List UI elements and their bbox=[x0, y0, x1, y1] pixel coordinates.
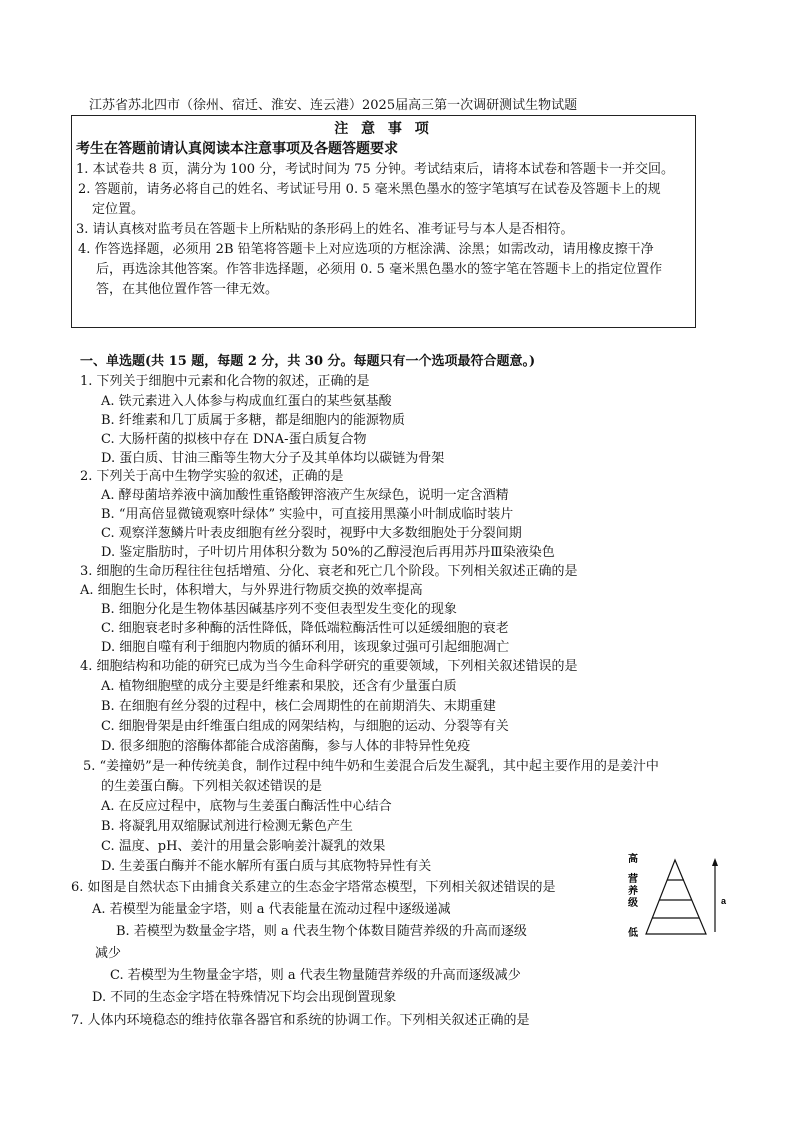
label-high: 高 bbox=[628, 854, 638, 865]
question: 7. 人体内环境稳态的维持依靠各器官和系统的协调工作。下列相关叙述正确的是 bbox=[71, 1013, 530, 1028]
option: A. 细胞生长时，体积增大，与外界进行物质交换的效率提高 bbox=[80, 583, 423, 598]
question: 1. 下列关于细胞中元素和化合物的叙述，正确的是 bbox=[80, 374, 370, 389]
question: 3. 细胞的生命历程往往包括增殖、分化、衰老和死亡几个阶段。下列相关叙述正确的是 bbox=[80, 564, 578, 579]
section-heading: 一、单选题(共 15 题，每题 2 分，共 30 分。每题只有一个选项最符合题意。) bbox=[80, 354, 536, 369]
notice-subheading: 考生在答题前请认真阅读本注意事项及各题答题要求 bbox=[76, 141, 398, 157]
option: A. 铁元素进入人体参与构成血红蛋白的某些氨基酸 bbox=[101, 394, 392, 409]
notice-box bbox=[71, 115, 696, 328]
option: A. 在反应过程中，底物与生姜蛋白酶活性中心结合 bbox=[101, 799, 392, 814]
notice-item: 答，在其他位置作答一律无效。 bbox=[96, 282, 279, 297]
label-low: 低 bbox=[628, 928, 638, 938]
label-ji: 级 bbox=[628, 898, 638, 909]
notice-item: 3. 请认真核对监考员在答题卡上所粘贴的条形码上的姓名、准考证号与本人是否相符。 bbox=[76, 222, 574, 237]
option: C. 大肠杆菌的拟核中存在 DNA-蛋白质复合物 bbox=[101, 432, 367, 447]
option: C. 细胞骨架是由纤维蛋白组成的网架结构，与细胞的运动、分裂等有关 bbox=[101, 719, 509, 734]
option: D. 蛋白质、甘油三酯等生物大分子及其单体均以碳链为骨架 bbox=[101, 451, 445, 466]
arrow-up-icon bbox=[712, 858, 718, 866]
question: 的生姜蛋白酶。下列相关叙述错误的是 bbox=[101, 779, 323, 794]
option: C. 观察洋葱鳞片叶表皮细胞有丝分裂时，视野中大多数细胞处于分裂间期 bbox=[101, 526, 522, 541]
ecological-pyramid-figure bbox=[628, 848, 728, 938]
notice-heading: 注 意 事 项 bbox=[334, 121, 433, 137]
option: D. 细胞自噬有利于细胞内物质的循环利用，该现象过强可引起细胞凋亡 bbox=[101, 640, 510, 655]
option: A. 若模型为能量金字塔，则 a 代表能量在流动过程中逐级递减 bbox=[92, 902, 451, 917]
option: B. 纤维素和几丁质属于多糖，都是细胞内的能源物质 bbox=[101, 413, 405, 428]
option: A. 植物细胞壁的成分主要是纤维素和果胶，还含有少量蛋白质 bbox=[101, 679, 457, 694]
notice-item: 后，再选涂其他答案。作答非选择题，必须用 0. 5 毫米黑色墨水的签字笔在答题卡上的指定位置作 bbox=[96, 262, 663, 277]
notice-item: 1. 本试卷共 8 页，满分为 100 分，考试时间为 75 分钟。考试结束后，请将本试卷和答题卡一并交回。 bbox=[76, 162, 674, 177]
option: A. 酵母菌培养液中滴加酸性重铬酸钾溶液产生灰绿色，说明一定含酒精 bbox=[101, 488, 509, 503]
question: 4. 细胞结构和功能的研究已成为当今生命科学研究的重要领域，下列相关叙述错误的是 bbox=[80, 659, 578, 674]
option: B. 在细胞有丝分裂的过程中，核仁会周期性的在前期消失、末期重建 bbox=[101, 699, 496, 714]
option: C. 若模型为生物量金字塔，则 a 代表生物量随营养级的升高而逐级减少 bbox=[110, 968, 521, 983]
notice-item: 定位置。 bbox=[92, 202, 145, 217]
option: C. 细胞衰老时多种酶的活性降低，降低端粒酶活性可以延缓细胞的衰老 bbox=[101, 621, 509, 636]
notice-item: 2. 答题前，请务必将自己的姓名、考试证号用 0. 5 毫米黑色墨水的签字笔填写在试卷及答题卡上的规 bbox=[78, 182, 661, 197]
option: D. 不同的生态金字塔在特殊情况下均会出现倒置现象 bbox=[92, 990, 397, 1005]
label-yang: 养 bbox=[628, 886, 638, 897]
option: B. 将凝乳用双缩脲试剂进行检测无紫色产生 bbox=[101, 819, 353, 834]
question: 5. “姜撞奶”是一种传统美食，制作过程中纯牛奶和生姜混合后发生凝乳，其中起主要作用的是姜汁中 bbox=[83, 759, 659, 774]
question: 6. 如图是自然状态下由捕食关系建立的生态金字塔常态模型，下列相关叙述错误的是 bbox=[71, 880, 556, 895]
arrow-label: a bbox=[721, 896, 727, 906]
option: D. 鉴定脂肪时，子叶切片用体积分数为 50%的乙醇浸泡后再用苏丹Ⅲ染液染色 bbox=[101, 545, 555, 560]
option: D. 很多细胞的溶酶体都能合成溶菌酶，参与人体的非特异性免疫 bbox=[101, 739, 471, 754]
option: C. 温度、pH、姜汁的用量会影响姜汁凝乳的效果 bbox=[101, 839, 386, 854]
label-ying: 营 bbox=[628, 874, 638, 885]
question: 2. 下列关于高中生物学实验的叙述，正确的是 bbox=[80, 469, 344, 484]
option: B. 若模型为数量金字塔，则 a 代表生物个体数目随营养级的升高而逐级 bbox=[116, 924, 527, 939]
option: D. 生姜蛋白酶并不能水解所有蛋白质与其底物特异性有关 bbox=[101, 859, 432, 874]
option: B. 细胞分化是生物体基因碱基序列不变但表型发生变化的现象 bbox=[101, 602, 457, 617]
option: 减少 bbox=[95, 946, 122, 961]
exam-title: 江苏省苏北四市（徐州、宿迁、淮安、连云港）2025届高三第一次调研测试生物试题 bbox=[89, 98, 578, 113]
notice-item: 4. 作答选择题，必须用 2B 铅笔将答题卡上对应选项的方框涂满、涂黑；如需改动，请用橡皮擦干净 bbox=[78, 242, 654, 257]
option: B. “用高倍显微镜观察叶绿体” 实验中，可直接用黑藻小叶制成临时装片 bbox=[101, 507, 514, 522]
pyramid-outline bbox=[646, 860, 706, 934]
